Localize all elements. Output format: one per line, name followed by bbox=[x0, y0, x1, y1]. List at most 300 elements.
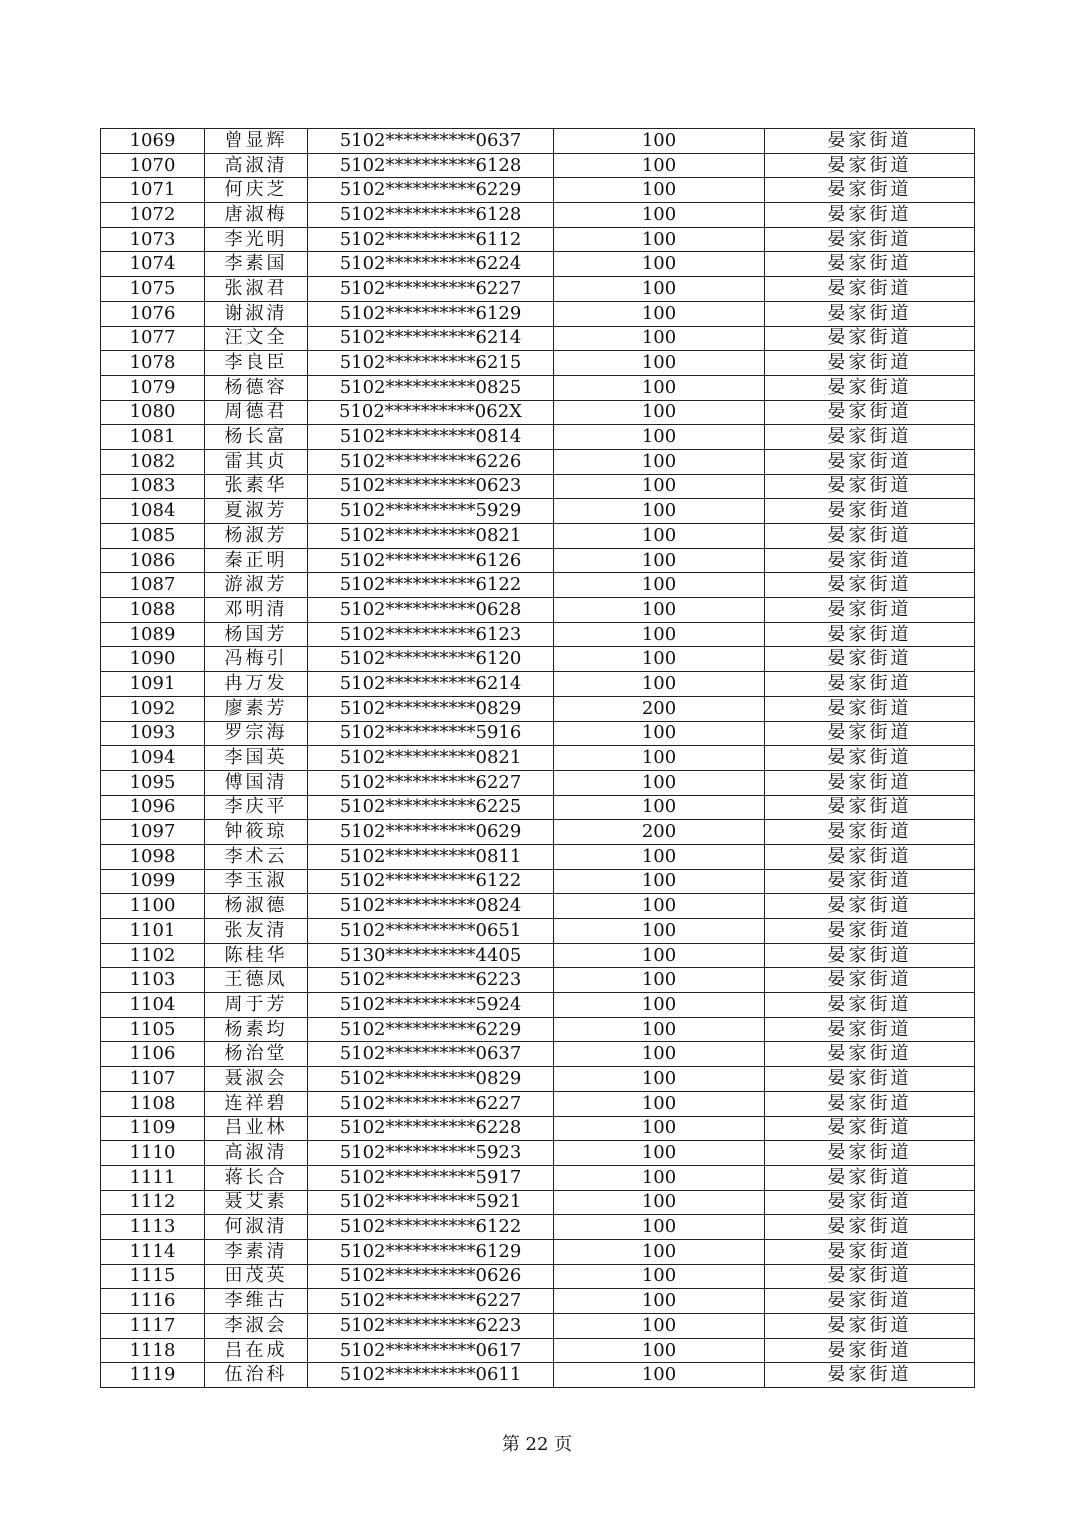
district-cell: 晏家街道 bbox=[765, 869, 975, 894]
row-number-cell: 1111 bbox=[101, 1165, 205, 1190]
district-cell: 晏家街道 bbox=[765, 252, 975, 277]
id-number-cell: 5102**********6129 bbox=[308, 1239, 554, 1264]
district-cell: 晏家街道 bbox=[765, 449, 975, 474]
district-cell: 晏家街道 bbox=[765, 178, 975, 203]
amount-cell: 100 bbox=[554, 943, 765, 968]
id-number-cell: 5102**********6122 bbox=[308, 869, 554, 894]
row-number-cell: 1104 bbox=[101, 993, 205, 1018]
name-cell: 王德凤 bbox=[205, 968, 308, 993]
district-cell: 晏家街道 bbox=[765, 301, 975, 326]
table-row bbox=[101, 1338, 975, 1363]
name-cell: 罗宗海 bbox=[205, 721, 308, 746]
name-cell: 李术云 bbox=[205, 844, 308, 869]
row-number-cell: 1098 bbox=[101, 844, 205, 869]
row-number-cell: 1078 bbox=[101, 351, 205, 376]
table-row bbox=[101, 795, 975, 820]
amount-cell: 100 bbox=[554, 1141, 765, 1166]
name-cell: 杨淑德 bbox=[205, 894, 308, 919]
row-number-cell: 1097 bbox=[101, 820, 205, 845]
table-row bbox=[101, 153, 975, 178]
id-number-cell: 5102**********0637 bbox=[308, 129, 554, 154]
district-cell: 晏家街道 bbox=[765, 1042, 975, 1067]
row-number-cell: 1075 bbox=[101, 277, 205, 302]
id-number-cell: 5102**********5923 bbox=[308, 1141, 554, 1166]
id-number-cell: 5102**********0824 bbox=[308, 894, 554, 919]
id-number-cell: 5102**********0629 bbox=[308, 820, 554, 845]
id-number-cell: 5102**********6126 bbox=[308, 548, 554, 573]
amount-cell: 100 bbox=[554, 129, 765, 154]
table-row bbox=[101, 869, 975, 894]
table-row bbox=[101, 227, 975, 252]
name-cell: 陈桂华 bbox=[205, 943, 308, 968]
amount-cell: 100 bbox=[554, 375, 765, 400]
district-cell: 晏家街道 bbox=[765, 820, 975, 845]
district-cell: 晏家街道 bbox=[765, 795, 975, 820]
row-number-cell: 1079 bbox=[101, 375, 205, 400]
name-cell: 冉万发 bbox=[205, 672, 308, 697]
row-number-cell: 1072 bbox=[101, 203, 205, 228]
id-number-cell: 5102**********0829 bbox=[308, 1067, 554, 1092]
amount-cell: 100 bbox=[554, 548, 765, 573]
amount-cell: 100 bbox=[554, 277, 765, 302]
id-number-cell: 5102**********6227 bbox=[308, 277, 554, 302]
id-number-cell: 5102**********6223 bbox=[308, 1314, 554, 1339]
table-row bbox=[101, 919, 975, 944]
table-row bbox=[101, 647, 975, 672]
table-row bbox=[101, 1017, 975, 1042]
district-cell: 晏家街道 bbox=[765, 1264, 975, 1289]
amount-cell: 100 bbox=[554, 425, 765, 450]
amount-cell: 100 bbox=[554, 301, 765, 326]
district-cell: 晏家街道 bbox=[765, 227, 975, 252]
district-cell: 晏家街道 bbox=[765, 548, 975, 573]
row-number-cell: 1093 bbox=[101, 721, 205, 746]
id-number-cell: 5102**********6122 bbox=[308, 1215, 554, 1240]
table-row bbox=[101, 770, 975, 795]
table-row bbox=[101, 1067, 975, 1092]
id-number-cell: 5102**********5916 bbox=[308, 721, 554, 746]
id-number-cell: 5102**********6223 bbox=[308, 968, 554, 993]
name-cell: 邓明清 bbox=[205, 598, 308, 623]
district-cell: 晏家街道 bbox=[765, 844, 975, 869]
name-cell: 杨淑芳 bbox=[205, 524, 308, 549]
table-row bbox=[101, 894, 975, 919]
name-cell: 吕在成 bbox=[205, 1338, 308, 1363]
row-number-cell: 1103 bbox=[101, 968, 205, 993]
id-number-cell: 5102**********5917 bbox=[308, 1165, 554, 1190]
name-cell: 李淑会 bbox=[205, 1314, 308, 1339]
row-number-cell: 1115 bbox=[101, 1264, 205, 1289]
table-row bbox=[101, 573, 975, 598]
table-row bbox=[101, 375, 975, 400]
name-cell: 李良臣 bbox=[205, 351, 308, 376]
row-number-cell: 1073 bbox=[101, 227, 205, 252]
id-number-cell: 5102**********6229 bbox=[308, 1017, 554, 1042]
table-row bbox=[101, 696, 975, 721]
id-number-cell: 5102**********6120 bbox=[308, 647, 554, 672]
row-number-cell: 1106 bbox=[101, 1042, 205, 1067]
amount-cell: 100 bbox=[554, 795, 765, 820]
amount-cell: 100 bbox=[554, 227, 765, 252]
id-number-cell: 5102**********0617 bbox=[308, 1338, 554, 1363]
row-number-cell: 1082 bbox=[101, 449, 205, 474]
row-number-cell: 1100 bbox=[101, 894, 205, 919]
table-row bbox=[101, 943, 975, 968]
id-number-cell: 5130**********4405 bbox=[308, 943, 554, 968]
row-number-cell: 1092 bbox=[101, 696, 205, 721]
amount-cell: 100 bbox=[554, 598, 765, 623]
id-number-cell: 5102**********0821 bbox=[308, 746, 554, 771]
name-cell: 蒋长合 bbox=[205, 1165, 308, 1190]
table-row bbox=[101, 993, 975, 1018]
id-number-cell: 5102**********6227 bbox=[308, 1091, 554, 1116]
amount-cell: 100 bbox=[554, 1264, 765, 1289]
district-cell: 晏家街道 bbox=[765, 746, 975, 771]
table-row bbox=[101, 1165, 975, 1190]
amount-cell: 100 bbox=[554, 1017, 765, 1042]
district-cell: 晏家街道 bbox=[765, 277, 975, 302]
id-number-cell: 5102**********6128 bbox=[308, 203, 554, 228]
name-cell: 秦正明 bbox=[205, 548, 308, 573]
district-cell: 晏家街道 bbox=[765, 1141, 975, 1166]
amount-cell: 100 bbox=[554, 351, 765, 376]
row-number-cell: 1069 bbox=[101, 129, 205, 154]
row-number-cell: 1117 bbox=[101, 1314, 205, 1339]
row-number-cell: 1084 bbox=[101, 499, 205, 524]
name-cell: 汪文全 bbox=[205, 326, 308, 351]
row-number-cell: 1088 bbox=[101, 598, 205, 623]
name-cell: 何庆芝 bbox=[205, 178, 308, 203]
row-number-cell: 1109 bbox=[101, 1116, 205, 1141]
id-number-cell: 5102**********6226 bbox=[308, 449, 554, 474]
name-cell: 伍治科 bbox=[205, 1363, 308, 1388]
district-cell: 晏家街道 bbox=[765, 1215, 975, 1240]
amount-cell: 100 bbox=[554, 919, 765, 944]
row-number-cell: 1101 bbox=[101, 919, 205, 944]
name-cell: 周德君 bbox=[205, 400, 308, 425]
district-cell: 晏家街道 bbox=[765, 1067, 975, 1092]
district-cell: 晏家街道 bbox=[765, 672, 975, 697]
row-number-cell: 1095 bbox=[101, 770, 205, 795]
table-row bbox=[101, 524, 975, 549]
table-row bbox=[101, 277, 975, 302]
row-number-cell: 1096 bbox=[101, 795, 205, 820]
name-cell: 雷其贞 bbox=[205, 449, 308, 474]
district-cell: 晏家街道 bbox=[765, 1314, 975, 1339]
id-number-cell: 5102**********6214 bbox=[308, 326, 554, 351]
name-cell: 聂艾素 bbox=[205, 1190, 308, 1215]
amount-cell: 100 bbox=[554, 1042, 765, 1067]
table-row bbox=[101, 1289, 975, 1314]
row-number-cell: 1110 bbox=[101, 1141, 205, 1166]
row-number-cell: 1105 bbox=[101, 1017, 205, 1042]
name-cell: 谢淑清 bbox=[205, 301, 308, 326]
row-number-cell: 1074 bbox=[101, 252, 205, 277]
district-cell: 晏家街道 bbox=[765, 573, 975, 598]
id-number-cell: 5102**********6123 bbox=[308, 622, 554, 647]
district-cell: 晏家街道 bbox=[765, 326, 975, 351]
id-number-cell: 5102**********6228 bbox=[308, 1116, 554, 1141]
amount-cell: 100 bbox=[554, 672, 765, 697]
name-cell: 杨德容 bbox=[205, 375, 308, 400]
table-row bbox=[101, 1141, 975, 1166]
row-number-cell: 1085 bbox=[101, 524, 205, 549]
district-cell: 晏家街道 bbox=[765, 1363, 975, 1388]
table-row bbox=[101, 721, 975, 746]
table-row bbox=[101, 400, 975, 425]
name-cell: 何淑清 bbox=[205, 1215, 308, 1240]
district-cell: 晏家街道 bbox=[765, 1091, 975, 1116]
table-row bbox=[101, 1363, 975, 1388]
name-cell: 吕业林 bbox=[205, 1116, 308, 1141]
table-row bbox=[101, 1215, 975, 1240]
id-number-cell: 5102**********6225 bbox=[308, 795, 554, 820]
amount-cell: 100 bbox=[554, 647, 765, 672]
id-number-cell: 5102**********5929 bbox=[308, 499, 554, 524]
row-number-cell: 1091 bbox=[101, 672, 205, 697]
table-row bbox=[101, 598, 975, 623]
table-row bbox=[101, 548, 975, 573]
amount-cell: 100 bbox=[554, 1215, 765, 1240]
page-number: 第 22 页 bbox=[501, 1434, 573, 1455]
name-cell: 高淑清 bbox=[205, 1141, 308, 1166]
id-number-cell: 5102**********6128 bbox=[308, 153, 554, 178]
amount-cell: 100 bbox=[554, 1091, 765, 1116]
name-cell: 曾显辉 bbox=[205, 129, 308, 154]
district-cell: 晏家街道 bbox=[765, 894, 975, 919]
name-cell: 游淑芳 bbox=[205, 573, 308, 598]
id-number-cell: 5102**********6112 bbox=[308, 227, 554, 252]
table-row bbox=[101, 844, 975, 869]
row-number-cell: 1112 bbox=[101, 1190, 205, 1215]
district-cell: 晏家街道 bbox=[765, 474, 975, 499]
id-number-cell: 5102**********6214 bbox=[308, 672, 554, 697]
table-row bbox=[101, 425, 975, 450]
table-row bbox=[101, 449, 975, 474]
name-cell: 李庆平 bbox=[205, 795, 308, 820]
district-cell: 晏家街道 bbox=[765, 351, 975, 376]
table-row bbox=[101, 1239, 975, 1264]
district-cell: 晏家街道 bbox=[765, 1289, 975, 1314]
name-cell: 杨国芳 bbox=[205, 622, 308, 647]
amount-cell: 100 bbox=[554, 1363, 765, 1388]
district-cell: 晏家街道 bbox=[765, 425, 975, 450]
district-cell: 晏家街道 bbox=[765, 203, 975, 228]
row-number-cell: 1083 bbox=[101, 474, 205, 499]
table-row bbox=[101, 301, 975, 326]
amount-cell: 100 bbox=[554, 1067, 765, 1092]
amount-cell: 100 bbox=[554, 993, 765, 1018]
amount-cell: 100 bbox=[554, 326, 765, 351]
district-cell: 晏家街道 bbox=[765, 153, 975, 178]
name-cell: 冯梅引 bbox=[205, 647, 308, 672]
row-number-cell: 1081 bbox=[101, 425, 205, 450]
id-number-cell: 5102**********0821 bbox=[308, 524, 554, 549]
amount-cell: 100 bbox=[554, 1239, 765, 1264]
district-cell: 晏家街道 bbox=[765, 1165, 975, 1190]
district-cell: 晏家街道 bbox=[765, 598, 975, 623]
row-number-cell: 1116 bbox=[101, 1289, 205, 1314]
district-cell: 晏家街道 bbox=[765, 647, 975, 672]
amount-cell: 100 bbox=[554, 1116, 765, 1141]
amount-cell: 100 bbox=[554, 844, 765, 869]
row-number-cell: 1102 bbox=[101, 943, 205, 968]
row-number-cell: 1107 bbox=[101, 1067, 205, 1092]
amount-cell: 200 bbox=[554, 820, 765, 845]
row-number-cell: 1087 bbox=[101, 573, 205, 598]
district-cell: 晏家街道 bbox=[765, 499, 975, 524]
name-cell: 傅国清 bbox=[205, 770, 308, 795]
name-cell: 李素清 bbox=[205, 1239, 308, 1264]
name-cell: 高淑清 bbox=[205, 153, 308, 178]
id-number-cell: 5102**********0814 bbox=[308, 425, 554, 450]
name-cell: 张友清 bbox=[205, 919, 308, 944]
district-cell: 晏家街道 bbox=[765, 400, 975, 425]
id-number-cell: 5102**********0637 bbox=[308, 1042, 554, 1067]
table-row bbox=[101, 351, 975, 376]
id-number-cell: 5102**********0829 bbox=[308, 696, 554, 721]
amount-cell: 100 bbox=[554, 622, 765, 647]
amount-cell: 100 bbox=[554, 252, 765, 277]
id-number-cell: 5102**********5924 bbox=[308, 993, 554, 1018]
district-cell: 晏家街道 bbox=[765, 1017, 975, 1042]
amount-cell: 100 bbox=[554, 524, 765, 549]
id-number-cell: 5102**********6122 bbox=[308, 573, 554, 598]
row-number-cell: 1080 bbox=[101, 400, 205, 425]
table-row bbox=[101, 1116, 975, 1141]
table-row bbox=[101, 746, 975, 771]
name-cell: 聂淑会 bbox=[205, 1067, 308, 1092]
row-number-cell: 1113 bbox=[101, 1215, 205, 1240]
table-row bbox=[101, 1091, 975, 1116]
id-number-cell: 5102**********0628 bbox=[308, 598, 554, 623]
id-number-cell: 5102**********6224 bbox=[308, 252, 554, 277]
district-cell: 晏家街道 bbox=[765, 968, 975, 993]
roster-body bbox=[101, 129, 975, 1388]
table-row bbox=[101, 474, 975, 499]
amount-cell: 100 bbox=[554, 869, 765, 894]
amount-cell: 100 bbox=[554, 203, 765, 228]
amount-cell: 100 bbox=[554, 770, 765, 795]
amount-cell: 200 bbox=[554, 696, 765, 721]
amount-cell: 100 bbox=[554, 1289, 765, 1314]
roster-table bbox=[100, 128, 975, 1388]
row-number-cell: 1070 bbox=[101, 153, 205, 178]
id-number-cell: 5102**********6227 bbox=[308, 1289, 554, 1314]
district-cell: 晏家街道 bbox=[765, 696, 975, 721]
table-row bbox=[101, 178, 975, 203]
table-row bbox=[101, 672, 975, 697]
district-cell: 晏家街道 bbox=[765, 721, 975, 746]
name-cell: 钟筱琼 bbox=[205, 820, 308, 845]
amount-cell: 100 bbox=[554, 499, 765, 524]
name-cell: 夏淑芳 bbox=[205, 499, 308, 524]
table-row bbox=[101, 820, 975, 845]
district-cell: 晏家街道 bbox=[765, 524, 975, 549]
name-cell: 张淑君 bbox=[205, 277, 308, 302]
amount-cell: 100 bbox=[554, 968, 765, 993]
id-number-cell: 5102**********0611 bbox=[308, 1363, 554, 1388]
amount-cell: 100 bbox=[554, 178, 765, 203]
row-number-cell: 1119 bbox=[101, 1363, 205, 1388]
district-cell: 晏家街道 bbox=[765, 1338, 975, 1363]
name-cell: 张素华 bbox=[205, 474, 308, 499]
amount-cell: 100 bbox=[554, 573, 765, 598]
table-row bbox=[101, 1190, 975, 1215]
table-row bbox=[101, 129, 975, 154]
name-cell: 连祥碧 bbox=[205, 1091, 308, 1116]
district-cell: 晏家街道 bbox=[765, 770, 975, 795]
id-number-cell: 5102**********6215 bbox=[308, 351, 554, 376]
name-cell: 李素国 bbox=[205, 252, 308, 277]
table-row bbox=[101, 968, 975, 993]
table-row bbox=[101, 1264, 975, 1289]
name-cell: 周于芳 bbox=[205, 993, 308, 1018]
row-number-cell: 1077 bbox=[101, 326, 205, 351]
amount-cell: 100 bbox=[554, 400, 765, 425]
id-number-cell: 5102**********0825 bbox=[308, 375, 554, 400]
district-cell: 晏家街道 bbox=[765, 129, 975, 154]
name-cell: 廖素芳 bbox=[205, 696, 308, 721]
id-number-cell: 5102**********0811 bbox=[308, 844, 554, 869]
row-number-cell: 1076 bbox=[101, 301, 205, 326]
district-cell: 晏家街道 bbox=[765, 375, 975, 400]
amount-cell: 100 bbox=[554, 1165, 765, 1190]
table-row bbox=[101, 499, 975, 524]
amount-cell: 100 bbox=[554, 894, 765, 919]
district-cell: 晏家街道 bbox=[765, 622, 975, 647]
table-row bbox=[101, 326, 975, 351]
table-row bbox=[101, 1042, 975, 1067]
id-number-cell: 5102**********6229 bbox=[308, 178, 554, 203]
table-row bbox=[101, 252, 975, 277]
name-cell: 田茂英 bbox=[205, 1264, 308, 1289]
row-number-cell: 1099 bbox=[101, 869, 205, 894]
row-number-cell: 1114 bbox=[101, 1239, 205, 1264]
row-number-cell: 1089 bbox=[101, 622, 205, 647]
amount-cell: 100 bbox=[554, 721, 765, 746]
name-cell: 李玉淑 bbox=[205, 869, 308, 894]
row-number-cell: 1090 bbox=[101, 647, 205, 672]
id-number-cell: 5102**********0623 bbox=[308, 474, 554, 499]
district-cell: 晏家街道 bbox=[765, 1239, 975, 1264]
id-number-cell: 5102**********0626 bbox=[308, 1264, 554, 1289]
row-number-cell: 1071 bbox=[101, 178, 205, 203]
row-number-cell: 1118 bbox=[101, 1338, 205, 1363]
district-cell: 晏家街道 bbox=[765, 1116, 975, 1141]
id-number-cell: 5102**********6227 bbox=[308, 770, 554, 795]
district-cell: 晏家街道 bbox=[765, 943, 975, 968]
row-number-cell: 1108 bbox=[101, 1091, 205, 1116]
amount-cell: 100 bbox=[554, 474, 765, 499]
amount-cell: 100 bbox=[554, 1338, 765, 1363]
row-number-cell: 1086 bbox=[101, 548, 205, 573]
amount-cell: 100 bbox=[554, 449, 765, 474]
amount-cell: 100 bbox=[554, 1314, 765, 1339]
amount-cell: 100 bbox=[554, 746, 765, 771]
table-row bbox=[101, 1314, 975, 1339]
id-number-cell: 5102**********5921 bbox=[308, 1190, 554, 1215]
name-cell: 杨治堂 bbox=[205, 1042, 308, 1067]
district-cell: 晏家街道 bbox=[765, 919, 975, 944]
name-cell: 李国英 bbox=[205, 746, 308, 771]
name-cell: 李光明 bbox=[205, 227, 308, 252]
table-row bbox=[101, 203, 975, 228]
id-number-cell: 5102**********6129 bbox=[308, 301, 554, 326]
name-cell: 杨素均 bbox=[205, 1017, 308, 1042]
row-number-cell: 1094 bbox=[101, 746, 205, 771]
id-number-cell: 5102**********062X bbox=[308, 400, 554, 425]
